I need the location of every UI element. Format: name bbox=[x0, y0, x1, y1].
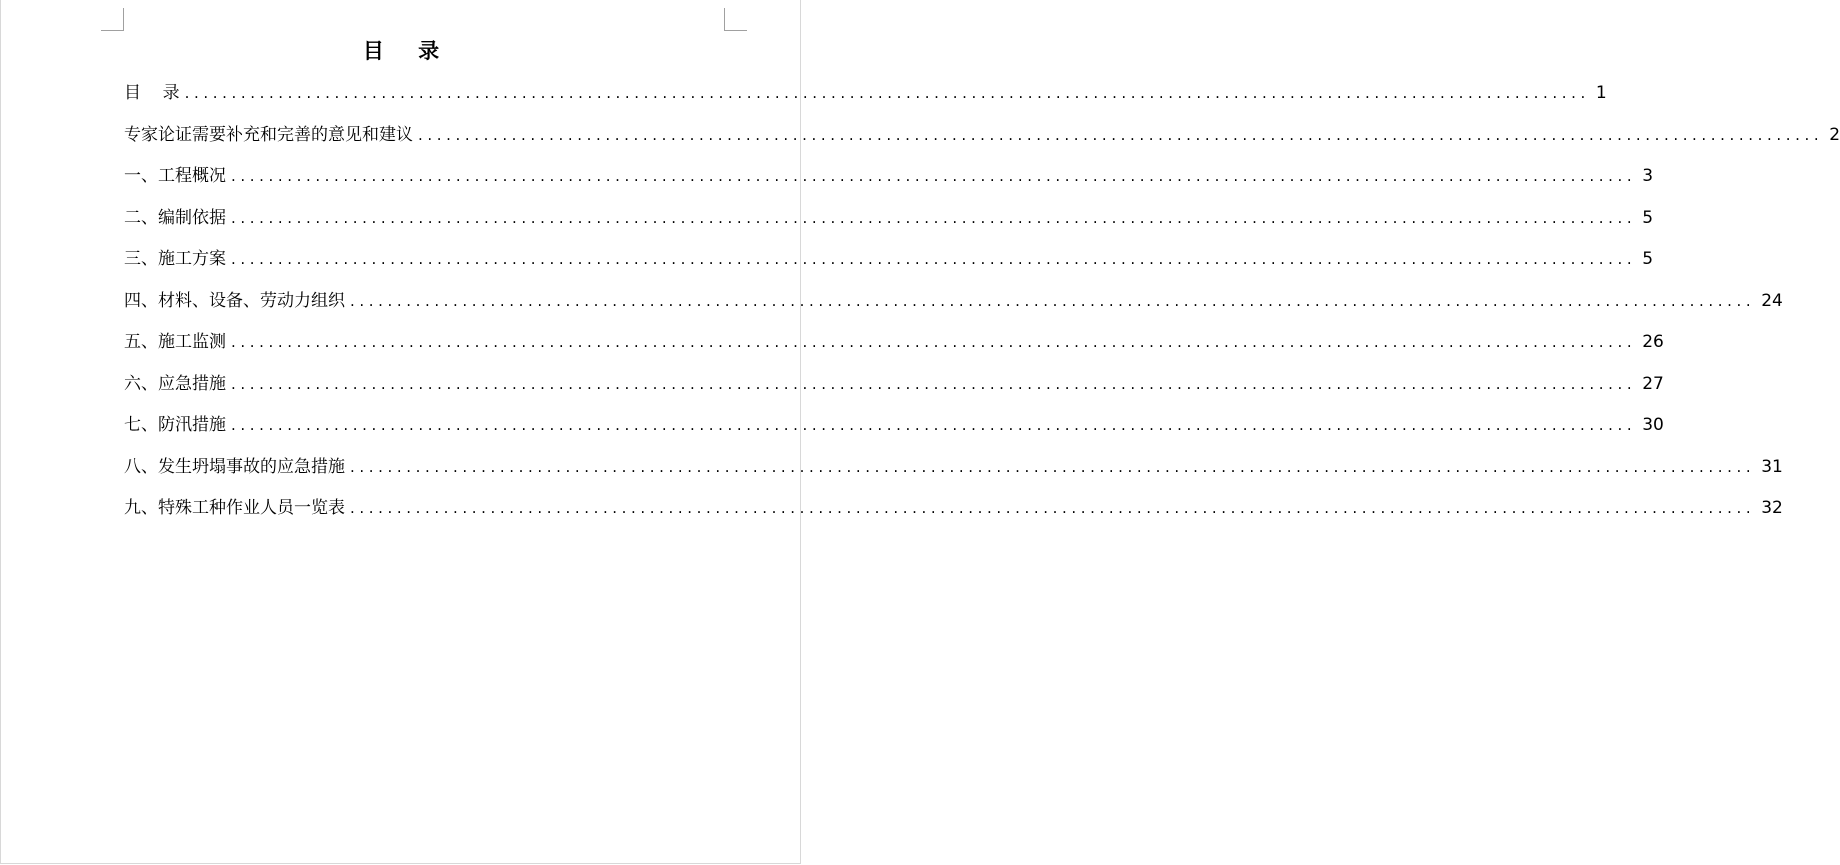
toc-leader-dots: ...................................................................................................................................................... bbox=[350, 457, 1756, 476]
toc-entry-label: 四、材料、设备、劳动力组织 bbox=[124, 290, 345, 311]
toc-entry[interactable] bbox=[124, 120, 1840, 162]
toc-entry[interactable] bbox=[124, 161, 1654, 203]
toc-leader-dots: ...................................................................................................................................................... bbox=[231, 416, 1637, 434]
toc-title: 目 录 bbox=[362, 39, 441, 63]
toc-entry-label: 三、施工方案 bbox=[124, 249, 226, 269]
toc-leader-dots: ...................................................................................................................................................... bbox=[231, 250, 1637, 268]
toc-entry-page: 2 bbox=[1829, 124, 1840, 145]
crop-mark-top-left bbox=[101, 8, 124, 31]
toc-entry-page: 32 bbox=[1761, 498, 1783, 518]
toc-entry-page: 5 bbox=[1642, 249, 1654, 269]
toc-entry-page: 31 bbox=[1761, 456, 1783, 477]
toc-entry-page: 24 bbox=[1761, 290, 1783, 311]
toc-leader-dots: ...................................................................................................................................................... bbox=[350, 291, 1756, 310]
toc-entry-page: 3 bbox=[1642, 166, 1654, 186]
toc-entry[interactable] bbox=[124, 203, 1654, 245]
toc-entry-label: 六、应急措施 bbox=[124, 373, 226, 394]
toc-entry[interactable] bbox=[124, 452, 1783, 494]
toc-entry[interactable] bbox=[124, 78, 1607, 120]
toc-entry-label: 目 录 bbox=[124, 83, 180, 103]
toc-entry-label: 九、特殊工种作业人员一览表 bbox=[124, 498, 345, 518]
toc-entry-page: 26 bbox=[1642, 332, 1664, 352]
toc-entry-label: 七、防汛措施 bbox=[124, 415, 226, 435]
toc-leader-dots: ...................................................................................................................................................... bbox=[184, 84, 1590, 102]
toc-leader-dots: ...................................................................................................................................................... bbox=[231, 167, 1637, 185]
toc-leader-dots: ...................................................................................................................................................... bbox=[350, 499, 1756, 517]
toc-entry[interactable] bbox=[124, 369, 1664, 411]
toc-leader-dots: ...................................................................................................................................................... bbox=[231, 208, 1637, 227]
toc-leader-dots: ...................................................................................................................................................... bbox=[231, 333, 1637, 351]
toc-entry-label: 专家论证需要补充和完善的意见和建议 bbox=[124, 124, 413, 145]
toc-entry[interactable] bbox=[124, 410, 1664, 452]
toc-entry-page: 27 bbox=[1642, 373, 1664, 394]
toc-entry-page: 1 bbox=[1595, 83, 1607, 103]
crop-mark-top-right bbox=[724, 8, 747, 31]
toc-entry[interactable] bbox=[124, 244, 1654, 286]
toc-entry[interactable] bbox=[124, 327, 1664, 369]
toc-entry[interactable] bbox=[124, 493, 1783, 535]
toc-entry-label: 八、发生坍塌事故的应急措施 bbox=[124, 456, 345, 477]
toc-entry-label: 一、工程概况 bbox=[124, 166, 226, 186]
toc-entry-label: 五、施工监测 bbox=[124, 332, 226, 352]
toc-leader-dots: ...................................................................................................................................................... bbox=[418, 125, 1824, 144]
toc-list bbox=[124, 78, 1840, 535]
toc-entry[interactable] bbox=[124, 286, 1783, 328]
toc-entry-page: 5 bbox=[1642, 207, 1654, 228]
toc-entry-page: 30 bbox=[1642, 415, 1664, 435]
toc-leader-dots: ...................................................................................................................................................... bbox=[231, 374, 1637, 393]
toc-entry-label: 二、编制依据 bbox=[124, 207, 226, 228]
